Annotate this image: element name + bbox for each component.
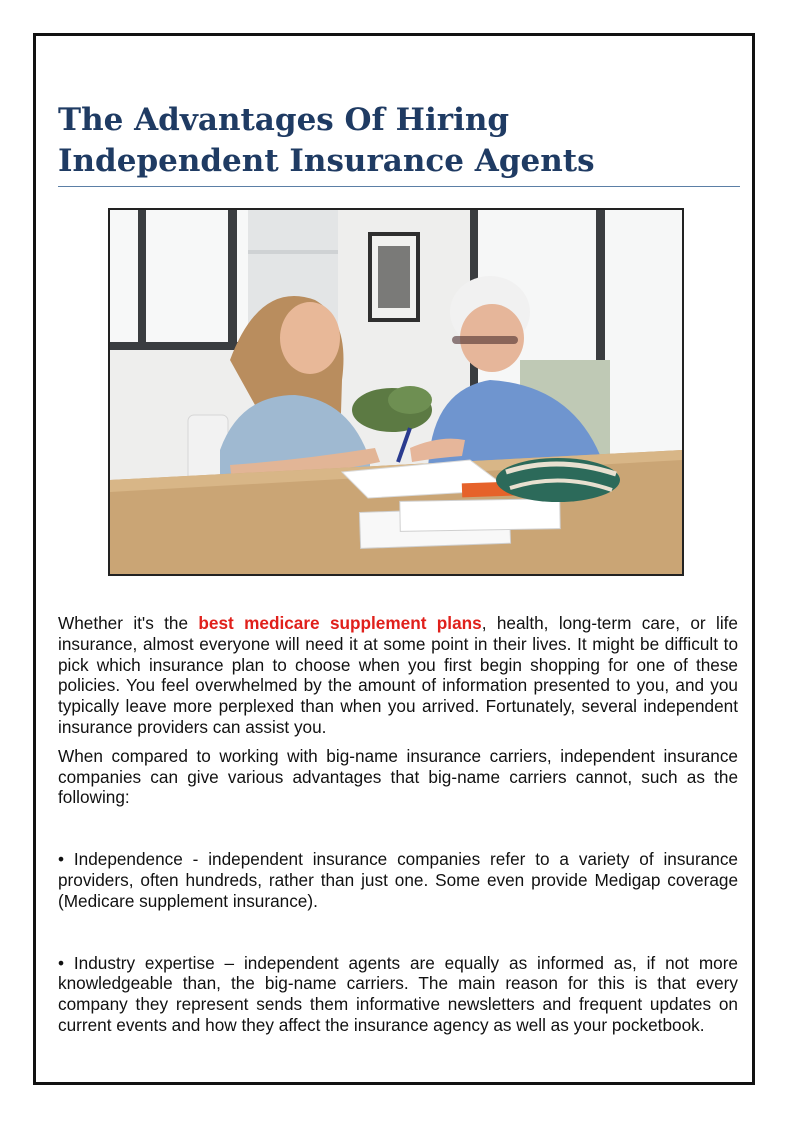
article-body xyxy=(58,613,738,1036)
paragraph-intro xyxy=(58,613,738,738)
bullet-industry-expertise: • Industry expertise – independent agents are equally as informed as, if not more knowledgeable than, the big-name carriers. The main reason for this is that every company they represent sends them informative newsletters and frequent updates on current events and how they affect the insurance agency as well as your pocketbook. xyxy=(58,952,738,1035)
page-frame xyxy=(33,33,755,1085)
intro-text-start: Whether it's the xyxy=(58,613,199,633)
intro-text-rest: , health, long-term care, or life insurance, almost everyone will need it at some point in their lives. It might be difficult to pick which insurance plan to choose when you first begin shopping for one of these policies. You feel overwhelmed by the amount of information presented to you, and you typically leave more perplexed than when you arrived. Fortunately, several independent insurance providers can assist you. xyxy=(58,613,738,737)
medicare-supplement-link[interactable]: best medicare supplement plans xyxy=(198,613,482,633)
paragraph-comparison: When compared to working with big-name insurance carriers, independent insurance companies can give various advantages that big-name carriers cannot, such as the following: xyxy=(58,745,738,808)
article-photo xyxy=(108,208,684,576)
bullet-independence: • Independence - independent insurance companies refer to a variety of insurance providers, often hundreds, rather than just one. Some even provide Medigap coverage (Medicare supplement insurance). xyxy=(58,849,738,911)
page-title: The Advantages Of Hiring Independent Insurance Agents xyxy=(58,102,595,179)
title-underline xyxy=(58,186,740,187)
